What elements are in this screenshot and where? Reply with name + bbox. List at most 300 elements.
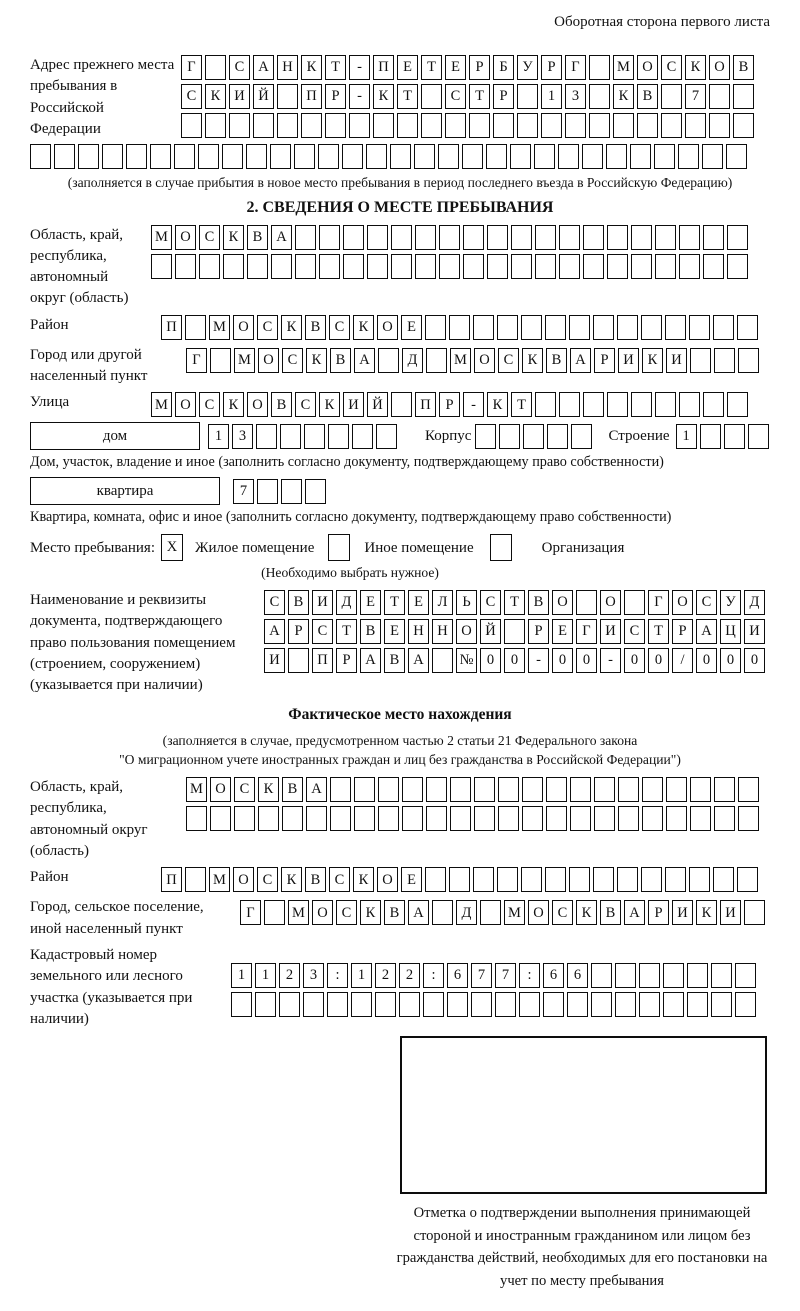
char-box[interactable] (702, 144, 723, 169)
char-box[interactable] (726, 144, 747, 169)
char-box[interactable] (198, 144, 219, 169)
char-box[interactable]: К (223, 392, 244, 417)
char-box[interactable] (497, 315, 518, 340)
char-box[interactable] (687, 963, 708, 988)
char-box[interactable] (639, 992, 660, 1017)
char-box[interactable]: А (306, 777, 327, 802)
char-box[interactable]: П (161, 315, 182, 340)
char-box[interactable]: С (480, 590, 501, 615)
char-box[interactable] (709, 113, 730, 138)
char-box[interactable]: 0 (504, 648, 525, 673)
char-box[interactable]: С (445, 84, 466, 109)
char-box[interactable] (402, 806, 423, 831)
char-box[interactable] (559, 225, 580, 250)
char-box[interactable] (589, 55, 610, 80)
char-box[interactable] (473, 315, 494, 340)
char-box[interactable]: 1 (231, 963, 252, 988)
char-box[interactable] (583, 392, 604, 417)
char-box[interactable] (637, 113, 658, 138)
char-box[interactable]: 0 (720, 648, 741, 673)
stay-option-residential-checkbox[interactable]: X (161, 534, 183, 561)
char-box[interactable] (255, 992, 276, 1017)
char-box[interactable]: Г (181, 55, 202, 80)
char-box[interactable] (738, 806, 759, 831)
char-box[interactable]: В (384, 900, 405, 925)
char-box[interactable] (432, 648, 453, 673)
char-box[interactable] (256, 424, 277, 449)
char-box[interactable] (711, 963, 732, 988)
house-type-box[interactable]: дом (30, 422, 200, 450)
char-box[interactable] (593, 315, 614, 340)
char-box[interactable]: С (329, 315, 350, 340)
char-box[interactable]: Г (576, 619, 597, 644)
char-box[interactable] (591, 963, 612, 988)
char-box[interactable] (738, 348, 759, 373)
char-box[interactable] (325, 113, 346, 138)
char-box[interactable] (665, 867, 686, 892)
char-box[interactable] (210, 806, 231, 831)
char-box[interactable] (247, 254, 268, 279)
char-box[interactable] (229, 113, 250, 138)
char-box[interactable]: - (349, 55, 370, 80)
char-box[interactable]: / (672, 648, 693, 673)
char-box[interactable] (319, 254, 340, 279)
char-box[interactable] (277, 113, 298, 138)
char-box[interactable]: 1 (351, 963, 372, 988)
char-box[interactable] (205, 113, 226, 138)
char-box[interactable]: Д (744, 590, 765, 615)
char-box[interactable]: Т (421, 55, 442, 80)
char-box[interactable]: Н (408, 619, 429, 644)
char-box[interactable] (639, 963, 660, 988)
char-box[interactable] (666, 777, 687, 802)
char-box[interactable] (390, 144, 411, 169)
char-box[interactable]: А (624, 900, 645, 925)
char-box[interactable] (582, 144, 603, 169)
char-box[interactable]: 6 (447, 963, 468, 988)
char-box[interactable] (469, 113, 490, 138)
char-box[interactable]: К (360, 900, 381, 925)
char-box[interactable]: Р (528, 619, 549, 644)
char-box[interactable]: 1 (676, 424, 697, 449)
char-box[interactable]: О (637, 55, 658, 80)
char-box[interactable]: И (672, 900, 693, 925)
char-box[interactable] (517, 113, 538, 138)
char-box[interactable] (367, 254, 388, 279)
char-box[interactable] (305, 479, 326, 504)
char-box[interactable]: Й (480, 619, 501, 644)
char-box[interactable] (558, 144, 579, 169)
char-box[interactable] (593, 867, 614, 892)
char-box[interactable]: 7 (471, 963, 492, 988)
char-box[interactable]: М (288, 900, 309, 925)
char-box[interactable] (559, 254, 580, 279)
char-box[interactable] (714, 348, 735, 373)
char-box[interactable] (349, 113, 370, 138)
char-box[interactable]: В (305, 315, 326, 340)
char-box[interactable]: В (247, 225, 268, 250)
char-box[interactable] (541, 113, 562, 138)
char-box[interactable]: О (600, 590, 621, 615)
char-box[interactable] (447, 992, 468, 1017)
char-box[interactable] (522, 806, 543, 831)
char-box[interactable] (391, 254, 412, 279)
char-box[interactable] (126, 144, 147, 169)
char-box[interactable] (279, 992, 300, 1017)
char-box[interactable] (474, 777, 495, 802)
char-box[interactable]: 0 (648, 648, 669, 673)
char-box[interactable] (151, 254, 172, 279)
char-box[interactable]: 2 (279, 963, 300, 988)
char-box[interactable]: 6 (567, 963, 588, 988)
char-box[interactable] (174, 144, 195, 169)
char-box[interactable]: К (353, 315, 374, 340)
char-box[interactable]: П (161, 867, 182, 892)
char-box[interactable] (569, 867, 590, 892)
char-box[interactable]: К (306, 348, 327, 373)
char-box[interactable]: О (175, 392, 196, 417)
char-box[interactable] (617, 867, 638, 892)
char-box[interactable] (330, 777, 351, 802)
char-box[interactable] (402, 777, 423, 802)
char-box[interactable]: А (253, 55, 274, 80)
char-box[interactable]: 2 (399, 963, 420, 988)
char-box[interactable] (223, 254, 244, 279)
char-box[interactable]: 2 (375, 963, 396, 988)
char-box[interactable]: В (282, 777, 303, 802)
char-box[interactable]: О (377, 315, 398, 340)
char-box[interactable] (678, 144, 699, 169)
char-box[interactable] (594, 806, 615, 831)
char-box[interactable]: 7 (495, 963, 516, 988)
char-box[interactable]: А (264, 619, 285, 644)
char-box[interactable] (606, 144, 627, 169)
char-box[interactable] (618, 806, 639, 831)
char-box[interactable] (343, 225, 364, 250)
char-box[interactable]: Т (336, 619, 357, 644)
char-box[interactable]: А (696, 619, 717, 644)
char-box[interactable]: Р (493, 84, 514, 109)
char-box[interactable]: А (408, 900, 429, 925)
char-box[interactable] (78, 144, 99, 169)
char-box[interactable] (665, 315, 686, 340)
char-box[interactable] (270, 144, 291, 169)
char-box[interactable] (342, 144, 363, 169)
char-box[interactable]: К (522, 348, 543, 373)
char-box[interactable] (738, 777, 759, 802)
char-box[interactable] (378, 806, 399, 831)
char-box[interactable] (685, 113, 706, 138)
char-box[interactable] (473, 867, 494, 892)
char-box[interactable]: В (288, 590, 309, 615)
char-box[interactable] (450, 806, 471, 831)
char-box[interactable]: О (456, 619, 477, 644)
char-box[interactable] (493, 113, 514, 138)
char-box[interactable]: 1 (541, 84, 562, 109)
char-box[interactable]: : (327, 963, 348, 988)
char-box[interactable] (703, 254, 724, 279)
char-box[interactable] (583, 254, 604, 279)
char-box[interactable]: А (271, 225, 292, 250)
char-box[interactable] (535, 254, 556, 279)
char-box[interactable] (511, 225, 532, 250)
char-box[interactable] (679, 225, 700, 250)
char-box[interactable]: Л (432, 590, 453, 615)
char-box[interactable] (439, 225, 460, 250)
char-box[interactable] (450, 777, 471, 802)
char-box[interactable]: В (305, 867, 326, 892)
char-box[interactable] (376, 424, 397, 449)
char-box[interactable]: Р (469, 55, 490, 80)
char-box[interactable] (689, 315, 710, 340)
char-box[interactable] (205, 55, 226, 80)
char-box[interactable]: С (696, 590, 717, 615)
char-box[interactable] (591, 992, 612, 1017)
char-box[interactable] (607, 392, 628, 417)
char-box[interactable] (327, 992, 348, 1017)
char-box[interactable]: М (234, 348, 255, 373)
char-box[interactable]: К (685, 55, 706, 80)
char-box[interactable] (511, 254, 532, 279)
char-box[interactable] (281, 479, 302, 504)
char-box[interactable]: С (199, 225, 220, 250)
char-box[interactable] (301, 113, 322, 138)
char-box[interactable] (391, 392, 412, 417)
char-box[interactable] (679, 254, 700, 279)
char-box[interactable]: Н (277, 55, 298, 80)
char-box[interactable] (421, 113, 442, 138)
char-box[interactable] (463, 225, 484, 250)
char-box[interactable]: Д (336, 590, 357, 615)
char-box[interactable] (570, 777, 591, 802)
char-box[interactable]: С (234, 777, 255, 802)
char-box[interactable] (303, 992, 324, 1017)
char-box[interactable]: О (210, 777, 231, 802)
char-box[interactable] (498, 777, 519, 802)
char-box[interactable] (565, 113, 586, 138)
char-box[interactable] (737, 315, 758, 340)
char-box[interactable]: К (281, 867, 302, 892)
stay-option-organization-checkbox[interactable] (490, 534, 512, 561)
char-box[interactable]: О (247, 392, 268, 417)
char-box[interactable]: М (186, 777, 207, 802)
char-box[interactable] (589, 84, 610, 109)
char-box[interactable] (690, 806, 711, 831)
char-box[interactable] (426, 348, 447, 373)
char-box[interactable]: А (354, 348, 375, 373)
char-box[interactable]: К (301, 55, 322, 80)
char-box[interactable] (727, 225, 748, 250)
char-box[interactable] (277, 84, 298, 109)
char-box[interactable] (432, 900, 453, 925)
char-box[interactable] (288, 648, 309, 673)
char-box[interactable]: С (264, 590, 285, 615)
char-box[interactable] (583, 225, 604, 250)
char-box[interactable] (294, 144, 315, 169)
char-box[interactable]: В (600, 900, 621, 925)
char-box[interactable] (253, 113, 274, 138)
char-box[interactable]: 3 (232, 424, 253, 449)
char-box[interactable] (679, 392, 700, 417)
char-box[interactable] (630, 144, 651, 169)
char-box[interactable]: И (618, 348, 639, 373)
char-box[interactable] (330, 806, 351, 831)
char-box[interactable]: Й (367, 392, 388, 417)
char-box[interactable] (295, 254, 316, 279)
char-box[interactable] (423, 992, 444, 1017)
char-box[interactable]: Г (240, 900, 261, 925)
char-box[interactable]: И (229, 84, 250, 109)
char-box[interactable] (391, 225, 412, 250)
char-box[interactable] (258, 806, 279, 831)
char-box[interactable]: 6 (543, 963, 564, 988)
char-box[interactable] (735, 963, 756, 988)
char-box[interactable] (498, 806, 519, 831)
char-box[interactable]: : (519, 963, 540, 988)
char-box[interactable] (654, 144, 675, 169)
char-box[interactable] (703, 392, 724, 417)
char-box[interactable] (354, 777, 375, 802)
char-box[interactable]: 3 (303, 963, 324, 988)
char-box[interactable] (415, 254, 436, 279)
char-box[interactable]: 3 (565, 84, 586, 109)
char-box[interactable] (615, 992, 636, 1017)
char-box[interactable] (246, 144, 267, 169)
char-box[interactable]: Р (288, 619, 309, 644)
char-box[interactable]: О (258, 348, 279, 373)
char-box[interactable]: С (661, 55, 682, 80)
char-box[interactable] (257, 479, 278, 504)
char-box[interactable]: Е (401, 315, 422, 340)
char-box[interactable] (30, 144, 51, 169)
char-box[interactable]: О (552, 590, 573, 615)
char-box[interactable] (519, 992, 540, 1017)
char-box[interactable] (663, 963, 684, 988)
char-box[interactable]: Р (594, 348, 615, 373)
confirmation-stamp-box[interactable] (400, 1036, 767, 1194)
char-box[interactable]: О (474, 348, 495, 373)
char-box[interactable]: О (233, 315, 254, 340)
char-box[interactable] (713, 315, 734, 340)
char-box[interactable]: К (613, 84, 634, 109)
char-box[interactable] (576, 590, 597, 615)
char-box[interactable]: Г (186, 348, 207, 373)
char-box[interactable]: У (720, 590, 741, 615)
char-box[interactable]: 7 (233, 479, 254, 504)
char-box[interactable]: 1 (255, 963, 276, 988)
char-box[interactable] (399, 992, 420, 1017)
char-box[interactable] (703, 225, 724, 250)
char-box[interactable]: С (498, 348, 519, 373)
char-box[interactable] (522, 777, 543, 802)
char-box[interactable]: 7 (685, 84, 706, 109)
char-box[interactable]: К (487, 392, 508, 417)
stay-option-other-checkbox[interactable] (328, 534, 350, 561)
char-box[interactable]: В (360, 619, 381, 644)
char-box[interactable] (727, 392, 748, 417)
char-box[interactable]: В (271, 392, 292, 417)
char-box[interactable]: И (666, 348, 687, 373)
char-box[interactable] (175, 254, 196, 279)
char-box[interactable] (474, 806, 495, 831)
char-box[interactable] (181, 113, 202, 138)
char-box[interactable]: С (257, 867, 278, 892)
char-box[interactable] (521, 867, 542, 892)
char-box[interactable] (589, 113, 610, 138)
char-box[interactable] (463, 254, 484, 279)
char-box[interactable] (497, 867, 518, 892)
char-box[interactable]: М (209, 867, 230, 892)
char-box[interactable] (666, 806, 687, 831)
char-box[interactable]: С (336, 900, 357, 925)
char-box[interactable] (426, 777, 447, 802)
char-box[interactable]: Г (565, 55, 586, 80)
char-box[interactable] (661, 113, 682, 138)
char-box[interactable]: М (613, 55, 634, 80)
char-box[interactable] (744, 900, 765, 925)
char-box[interactable] (700, 424, 721, 449)
char-box[interactable]: К (373, 84, 394, 109)
char-box[interactable] (570, 806, 591, 831)
char-box[interactable]: Е (384, 619, 405, 644)
char-box[interactable]: Г (648, 590, 669, 615)
char-box[interactable]: К (642, 348, 663, 373)
char-box[interactable]: Е (552, 619, 573, 644)
char-box[interactable] (567, 992, 588, 1017)
char-box[interactable] (663, 992, 684, 1017)
char-box[interactable] (737, 867, 758, 892)
char-box[interactable] (319, 225, 340, 250)
char-box[interactable]: А (360, 648, 381, 673)
char-box[interactable] (282, 806, 303, 831)
char-box[interactable]: Р (325, 84, 346, 109)
char-box[interactable] (471, 992, 492, 1017)
char-box[interactable]: - (528, 648, 549, 673)
char-box[interactable] (367, 225, 388, 250)
char-box[interactable] (480, 900, 501, 925)
char-box[interactable] (54, 144, 75, 169)
char-box[interactable] (687, 992, 708, 1017)
char-box[interactable]: М (504, 900, 525, 925)
char-box[interactable] (231, 992, 252, 1017)
char-box[interactable] (343, 254, 364, 279)
char-box[interactable] (271, 254, 292, 279)
char-box[interactable] (354, 806, 375, 831)
char-box[interactable]: Р (439, 392, 460, 417)
char-box[interactable] (748, 424, 769, 449)
char-box[interactable]: Е (408, 590, 429, 615)
char-box[interactable]: И (343, 392, 364, 417)
char-box[interactable]: Р (648, 900, 669, 925)
char-box[interactable] (624, 590, 645, 615)
char-box[interactable]: У (517, 55, 538, 80)
char-box[interactable] (690, 777, 711, 802)
char-box[interactable] (150, 144, 171, 169)
char-box[interactable]: И (312, 590, 333, 615)
char-box[interactable] (425, 867, 446, 892)
char-box[interactable] (487, 254, 508, 279)
char-box[interactable]: 0 (624, 648, 645, 673)
char-box[interactable]: Р (672, 619, 693, 644)
char-box[interactable] (641, 867, 662, 892)
char-box[interactable]: М (450, 348, 471, 373)
char-box[interactable]: К (223, 225, 244, 250)
char-box[interactable]: 0 (576, 648, 597, 673)
char-box[interactable]: И (720, 900, 741, 925)
char-box[interactable]: 0 (552, 648, 573, 673)
char-box[interactable]: Й (253, 84, 274, 109)
char-box[interactable]: Д (456, 900, 477, 925)
